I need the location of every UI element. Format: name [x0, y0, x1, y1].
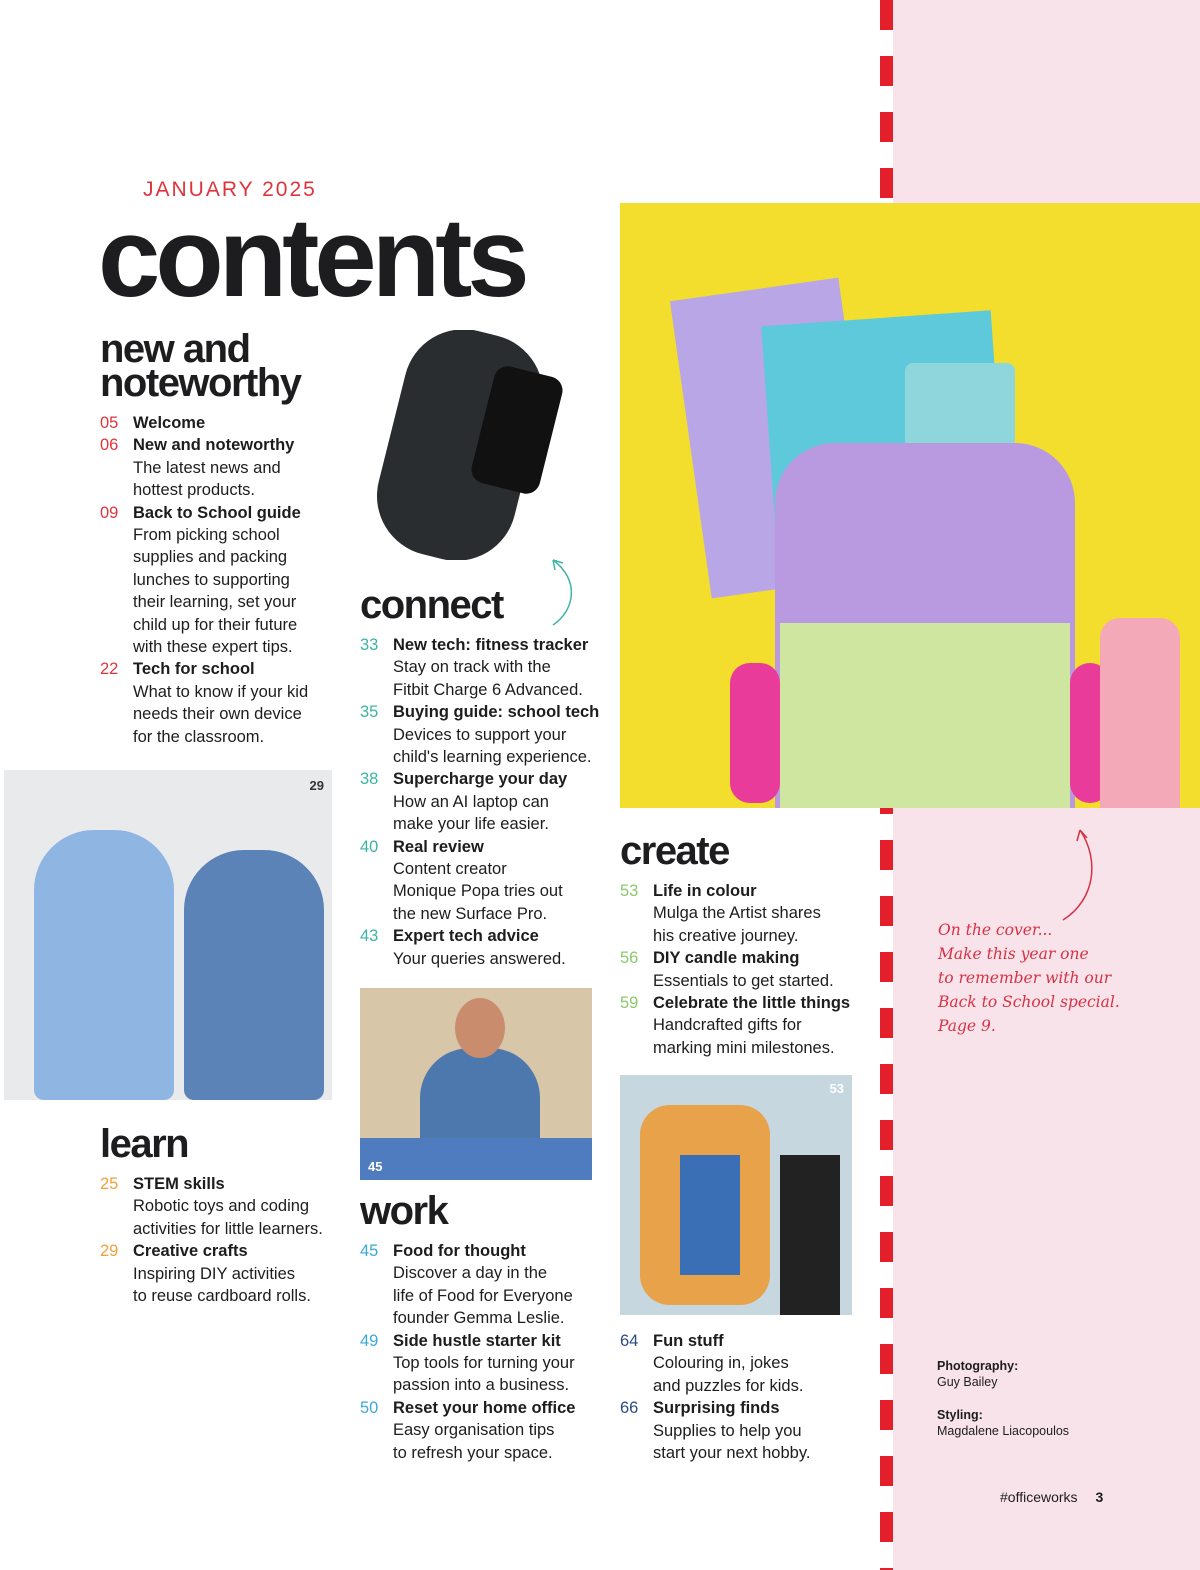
- entry-page-number: 56: [620, 949, 639, 968]
- entry-title: New and noteworthy: [133, 436, 295, 455]
- contents-entry[interactable]: [620, 880, 875, 947]
- entry-title: Fun stuff: [653, 1332, 724, 1350]
- entry-page-number: 38: [360, 770, 379, 789]
- cover-photo-backpack: [620, 203, 1200, 808]
- entry-description-line: The latest news and: [133, 458, 281, 477]
- section-heading: [100, 327, 355, 405]
- entry-title: Life in colour: [653, 882, 757, 900]
- cover-note: [938, 918, 1120, 1038]
- entry-title: Back to School guide: [133, 503, 301, 522]
- entry-description-line: supplies and packing: [133, 548, 288, 567]
- cover-note-line: On the cover...: [938, 921, 1053, 939]
- entry-page-number: 35: [360, 703, 379, 722]
- entry-page-number: 09: [100, 503, 119, 522]
- entry-description-line: Discover a day in the: [393, 1264, 548, 1283]
- entry-page-number: 66: [620, 1399, 639, 1418]
- entry-page-number: 05: [100, 414, 119, 432]
- entry-page-number: 22: [100, 660, 119, 679]
- entry-description-line: with these expert tips.: [133, 638, 293, 657]
- section-heading: [360, 1189, 615, 1233]
- contents-entry[interactable]: [360, 1330, 615, 1397]
- kids-crafts-photo: [4, 770, 332, 1100]
- entry-description-line: his creative journey.: [653, 926, 799, 945]
- contents-entry[interactable]: [360, 836, 615, 926]
- photo-page-number: 29: [309, 778, 324, 793]
- entry-description-line: needs their own device: [133, 705, 302, 724]
- entry-title: Food for thought: [393, 1242, 526, 1260]
- section-heading-line: connect: [360, 583, 503, 627]
- section-heading-line: noteworthy: [100, 361, 301, 405]
- entry-title: Buying guide: school tech: [393, 703, 600, 722]
- contents-entry[interactable]: [620, 947, 875, 992]
- entry-description-line: child up for their future: [133, 615, 298, 634]
- cover-note-line: Page 9.: [938, 1017, 996, 1035]
- contents-entry[interactable]: [360, 1240, 615, 1330]
- entry-description-line: Handcrafted gifts for: [653, 1016, 802, 1035]
- section-heading-line: work: [360, 1189, 448, 1233]
- entry-page-number: 59: [620, 994, 639, 1013]
- contents-entry[interactable]: [100, 1173, 355, 1240]
- entry-page-number: 53: [620, 882, 639, 900]
- section-heading-line: create: [620, 829, 729, 873]
- entry-description-line: Top tools for turning your: [393, 1354, 575, 1373]
- contents-entry[interactable]: [360, 925, 615, 970]
- section-heading-line: learn: [100, 1122, 189, 1166]
- mulga-artist-photo: [620, 1075, 852, 1315]
- entry-description-line: activities for little learners.: [133, 1219, 323, 1238]
- entry-title: Tech for school: [133, 660, 255, 679]
- entry-description-line: Stay on track with the: [393, 658, 551, 677]
- credits: [937, 1358, 1069, 1439]
- entry-title: Supercharge your day: [393, 770, 568, 789]
- contents-entry[interactable]: [360, 768, 615, 835]
- photography-name: Guy Bailey: [937, 1375, 998, 1389]
- entry-description-line: Robotic toys and coding: [133, 1197, 310, 1216]
- entry-description-line: lunches to supporting: [133, 570, 290, 589]
- entry-page-number: 49: [360, 1331, 379, 1350]
- entry-page-number: 40: [360, 837, 379, 856]
- section-work: [360, 1189, 615, 1464]
- entry-description-line: passion into a business.: [393, 1376, 570, 1395]
- footer: [1000, 1489, 1103, 1505]
- entry-description-line: Supplies to help you: [653, 1421, 802, 1440]
- entry-description-line: How an AI laptop can: [393, 792, 549, 811]
- entry-description-line: to refresh your space.: [393, 1443, 553, 1462]
- entry-title: New tech: fitness tracker: [393, 636, 589, 654]
- entry-description-line: to reuse cardboard rolls.: [133, 1287, 311, 1306]
- entry-description-line: marking mini milestones.: [653, 1038, 835, 1057]
- entry-description-line: and puzzles for kids.: [653, 1376, 804, 1395]
- entry-description-line: What to know if your kid: [133, 682, 309, 701]
- hashtag: #officeworks: [1000, 1489, 1078, 1505]
- section-connect: [360, 583, 615, 970]
- entry-page-number: 25: [100, 1175, 119, 1193]
- entry-description-line: Devices to support your: [393, 725, 567, 744]
- entry-description-line: Inspiring DIY activities: [133, 1264, 296, 1283]
- entry-description-line: Your queries answered.: [393, 949, 566, 968]
- entry-page-number: 43: [360, 927, 379, 946]
- entry-description-line: Fitbit Charge 6 Advanced.: [393, 680, 583, 699]
- photo-page-number: 53: [829, 1081, 844, 1096]
- section-create: [620, 829, 875, 1059]
- entry-page-number: 50: [360, 1398, 379, 1417]
- section-heading: [100, 1122, 355, 1166]
- cover-note-line: to remember with our: [938, 969, 1112, 987]
- fitness-tracker-photo: [370, 330, 580, 560]
- entry-title: Creative crafts: [133, 1242, 248, 1261]
- entry-description-line: make your life easier.: [393, 815, 549, 834]
- photo-page-number: 45: [368, 1159, 383, 1174]
- entry-title: Side hustle starter kit: [393, 1331, 561, 1350]
- entry-description-line: child's learning experience.: [393, 748, 592, 767]
- entry-description-line: founder Gemma Leslie.: [393, 1309, 565, 1328]
- entry-title: Reset your home office: [393, 1398, 576, 1417]
- entry-page-number: 33: [360, 636, 379, 654]
- entry-page-number: 29: [100, 1242, 119, 1261]
- contents-entry[interactable]: [360, 701, 615, 768]
- entry-page-number: 64: [620, 1332, 639, 1350]
- contents-entry[interactable]: [100, 434, 355, 501]
- entry-description-line: their learning, set your: [133, 593, 297, 612]
- entry-title: STEM skills: [133, 1175, 225, 1193]
- contents-entry[interactable]: [620, 992, 875, 1059]
- entry-description-line: Essentials to get started.: [653, 971, 834, 990]
- section-heading-line: new and: [100, 327, 250, 371]
- entry-title: DIY candle making: [653, 949, 800, 968]
- page-number: 3: [1095, 1489, 1104, 1505]
- entry-title: Celebrate the little things: [653, 994, 851, 1013]
- contents-entry[interactable]: [360, 634, 615, 701]
- entry-description-line: From picking school: [133, 526, 280, 545]
- entry-page-number: 45: [360, 1242, 379, 1260]
- entry-description-line: hottest products.: [133, 481, 255, 500]
- contents-entry[interactable]: [620, 1397, 875, 1464]
- entry-title: Real review: [393, 837, 484, 856]
- contents-entry[interactable]: [100, 502, 355, 659]
- styling-label: Styling:: [937, 1408, 983, 1422]
- contents-entry[interactable]: [100, 658, 355, 748]
- entry-title: Welcome: [133, 414, 206, 432]
- photography-label: Photography:: [937, 1359, 1019, 1373]
- issue-date: JANUARY 2025: [143, 178, 317, 201]
- page-title: contents: [98, 195, 525, 320]
- entry-description-line: Content creator: [393, 860, 507, 879]
- entry-title: Expert tech advice: [393, 927, 539, 946]
- contents-entry[interactable]: [360, 1397, 615, 1464]
- entry-description-line: start your next hobby.: [653, 1444, 811, 1463]
- entry-page-number: 06: [100, 436, 119, 455]
- entry-description-line: for the classroom.: [133, 727, 265, 746]
- entry-description-line: Easy organisation tips: [393, 1421, 555, 1440]
- contents-entry[interactable]: [100, 412, 355, 434]
- contents-entry[interactable]: [100, 1240, 355, 1307]
- section-heading: [360, 583, 615, 627]
- section-learn: [100, 1122, 355, 1307]
- section-play: [620, 1330, 875, 1464]
- entry-description-line: Colouring in, jokes: [653, 1354, 789, 1373]
- styling-name: Magdalene Liacopoulos: [937, 1424, 1070, 1438]
- section-heading: [620, 829, 875, 873]
- cover-note-line: Make this year one: [938, 945, 1089, 963]
- contents-entry[interactable]: [620, 1330, 875, 1397]
- entry-description-line: life of Food for Everyone: [393, 1286, 573, 1305]
- entry-title: Surprising finds: [653, 1399, 780, 1418]
- arrow-icon: [1055, 825, 1100, 925]
- section-new: [100, 327, 355, 748]
- entry-description-line: Mulga the Artist shares: [653, 904, 821, 923]
- entry-description-line: Monique Popa tries out: [393, 882, 563, 901]
- gemma-leslie-photo: [360, 988, 592, 1180]
- cover-note-line: Back to School special.: [938, 993, 1120, 1011]
- entry-description-line: the new Surface Pro.: [393, 904, 548, 923]
